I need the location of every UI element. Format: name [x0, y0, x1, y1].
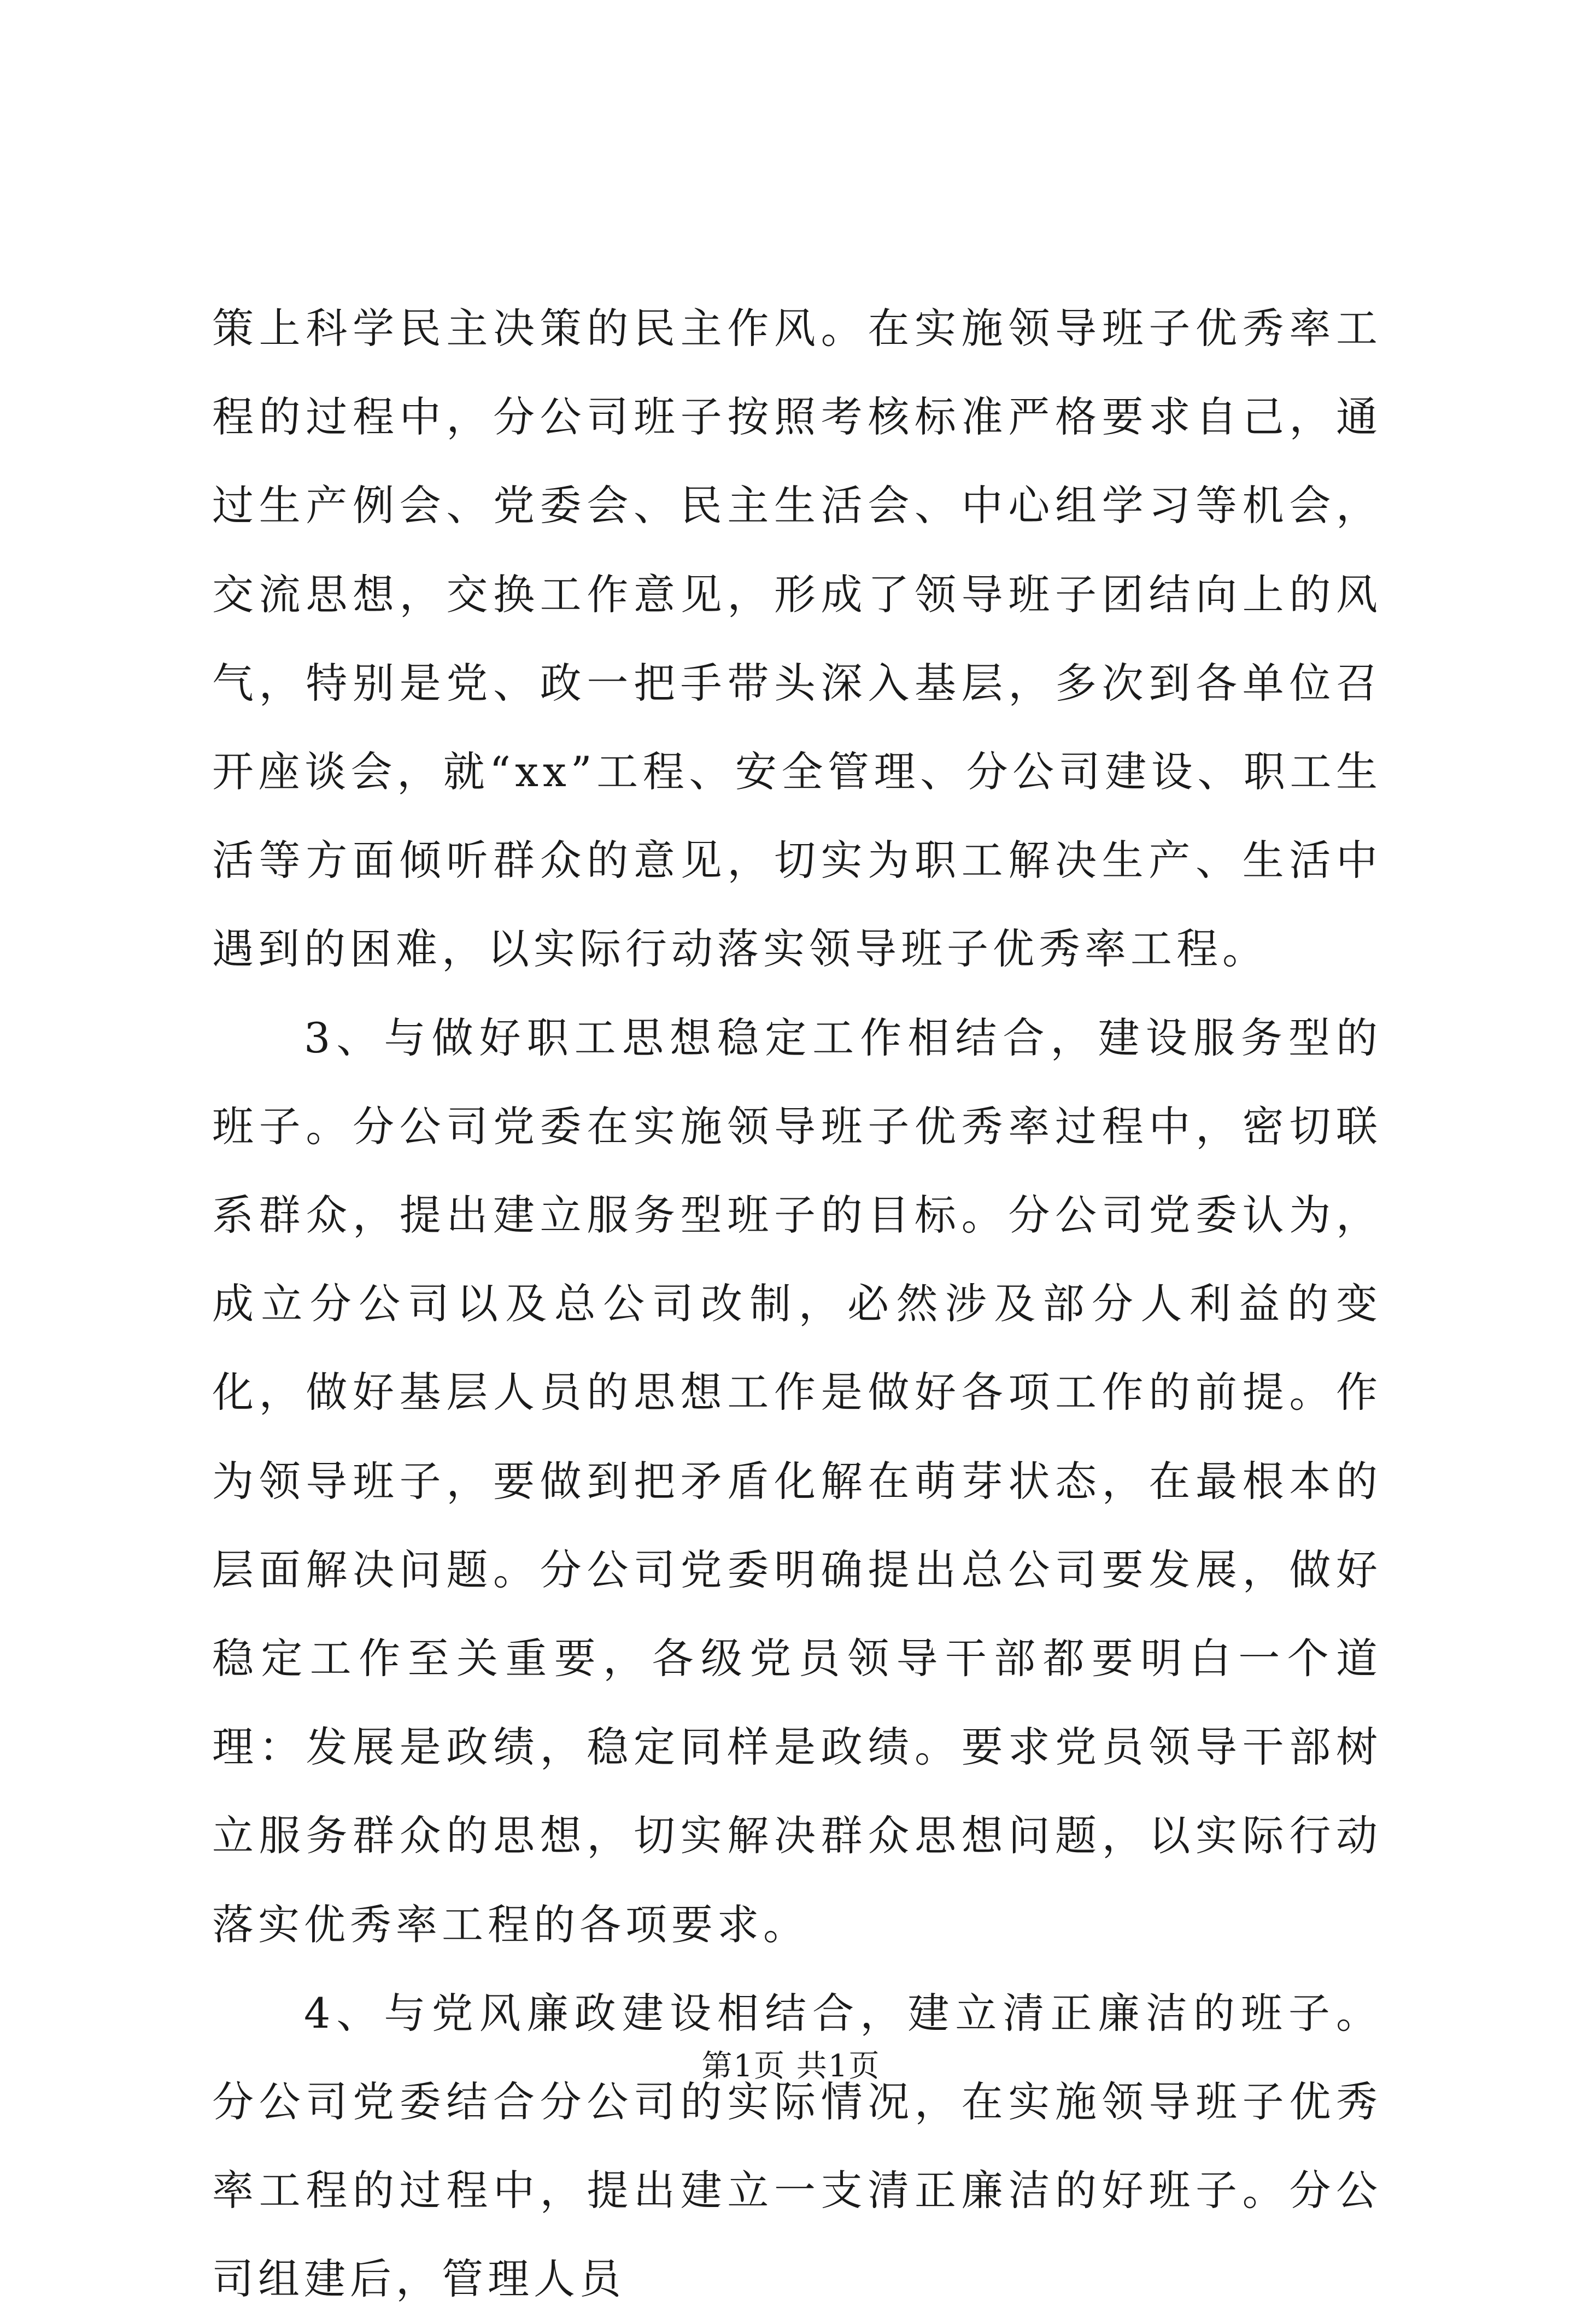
page-footer: 第1页 共1页	[701, 2048, 881, 2084]
paragraph-2: 3、与做好职工思想稳定工作相结合，建设服务型的班子。分公司党委在实施领导班子优秀率过程中，密切联系群众，提出建立服务型班子的目标。分公司党委认为，成立分公司以及总公司改制，必然涉及部分人利益的变化，做好基层人员的思想工作是做好各项工作的前提。作为领导班子，要做到把矛盾化解在萌芽状态，在最根本的层面解决问题。分公司党委明确提出总公司要发展，做好稳定工作至关重要，各级党员领导干部都要明白一个道理：发展是政绩，稳定同样是政绩。要求党员领导干部树立服务群众的思想，切实解决群众思想问题，以实际行动落实优秀率工程的各项要求。	[212, 1013, 1382, 1949]
paragraph-3: 4、与党风廉政建设相结合，建立清正廉洁的班子。分公司党委结合分公司的实际情况，在实施领导班子优秀率工程的过程中，提出建立一支清正廉洁的好班子。分公司组建后，管理人员	[212, 1988, 1382, 2304]
document-body	[212, 284, 1382, 2324]
paragraph-1: 策上科学民主决策的民主作风。在实施领导班子优秀率工程的过程中，分公司班子按照考核标准严格要求自己，通过生产例会、党委会、民主生活会、中心组学习等机会，交流思想，交换工作意见，形成了领导班子团结向上的风气，特别是党、政一把手带头深入基层，多次到各单位召开座谈会，就“xx”工程、安全管理、分公司建设、职工生活等方面倾听群众的意见，切实为职工解决生产、生活中遇到的困难，以实际行动落实领导班子优秀率工程。	[212, 304, 1382, 974]
